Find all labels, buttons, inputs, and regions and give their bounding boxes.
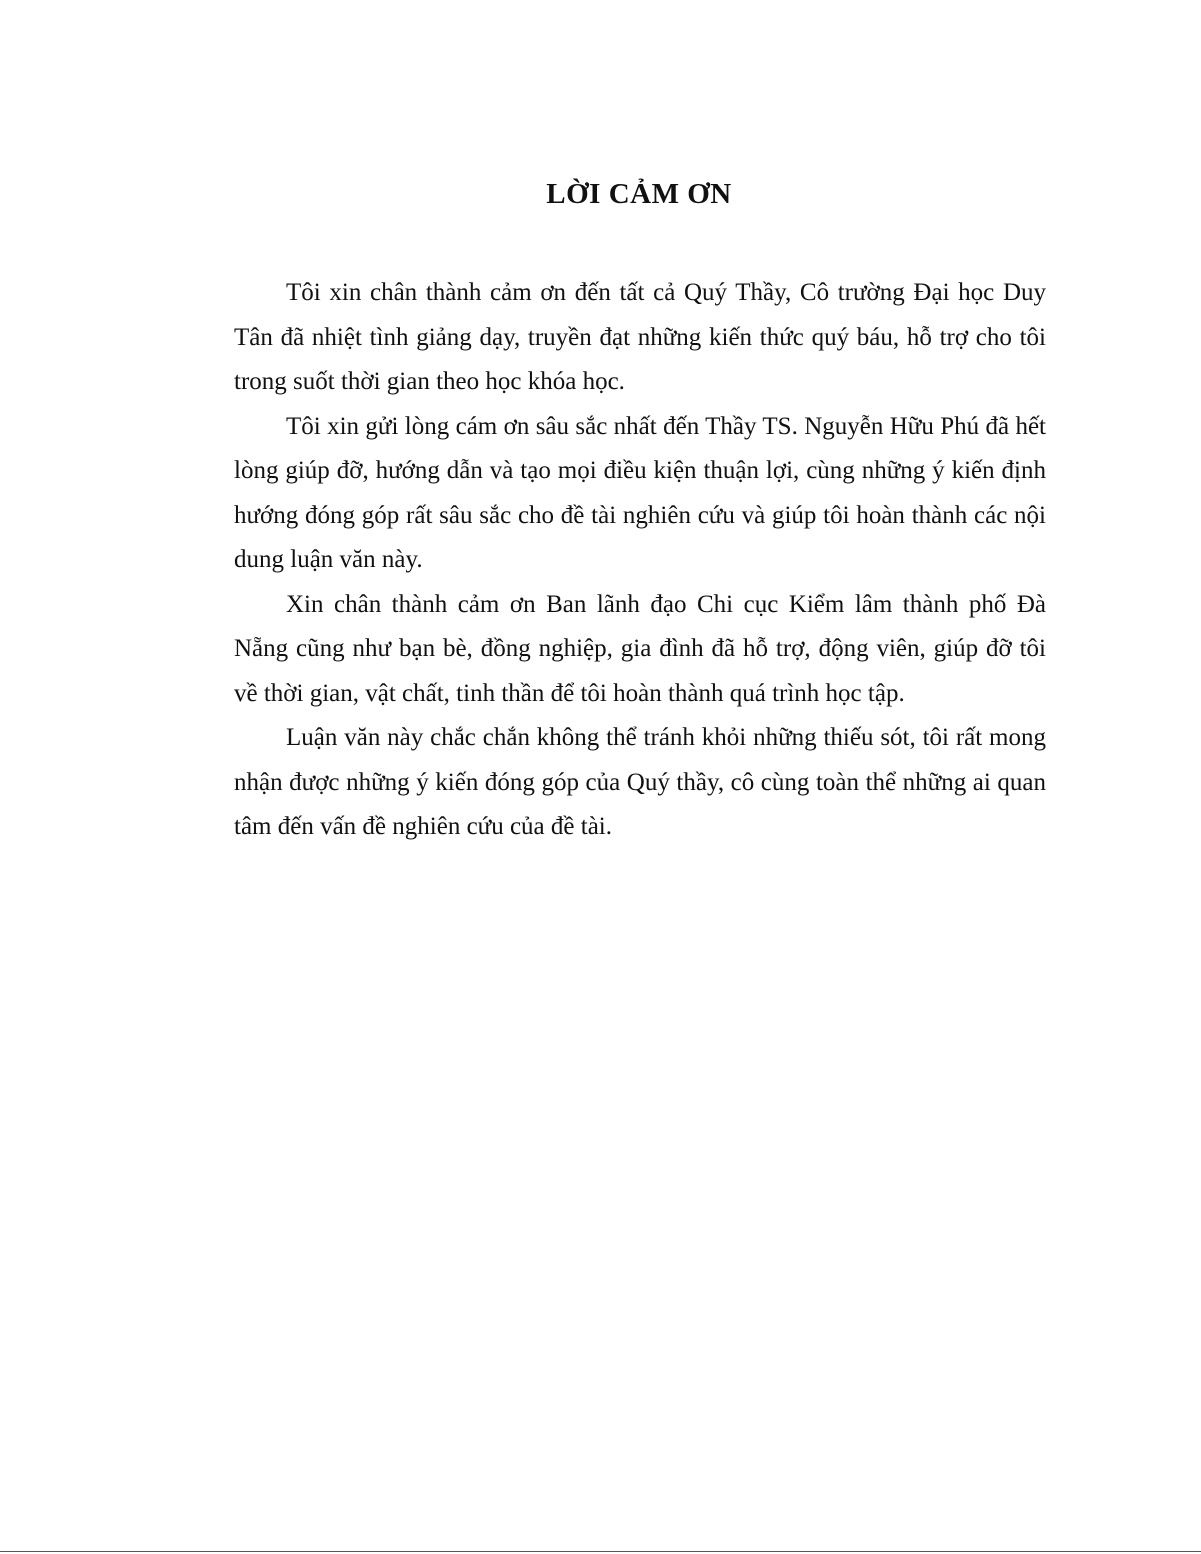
paragraph-4: Luận văn này chắc chắn không thể tránh khỏi những thiếu sót, tôi rất mong nhận được những ý kiến đóng góp của Quý thầy, cô cùng toàn thể những ai quan tâm đến vấn đề nghiên cứu của đề tài. xyxy=(234,724,1046,840)
paragraph-1: Tôi xin chân thành cảm ơn đến tất cả Quý Thầy, Cô trường Đại học Duy Tân đã nhiệt tình giảng dạy, truyền đạt những kiến thức quý báu, hỗ trợ cho tôi trong suốt thời gian theo học khóa học. xyxy=(234,279,1046,395)
page-bottom-border xyxy=(0,1551,1201,1552)
paragraph-3: Xin chân thành cảm ơn Ban lãnh đạo Chi cục Kiểm lâm thành phố Đà Nẵng cũng như bạn bè, đồng nghiệp, gia đình đã hỗ trợ, động viên, giúp đỡ tôi về thời gian, vật chất, tinh thần để tôi hoàn thành quá trình học tập. xyxy=(234,590,1046,707)
paragraph-2: Tôi xin gửi lòng cám ơn sâu sắc nhất đến Thầy TS. Nguyễn Hữu Phú đã hết lòng giúp đỡ, hướng dẫn và tạo mọi điều kiện thuận lợi, cùng những ý kiến định hướng đóng góp rất sâu sắc cho đề tài nghiên cứu và giúp tôi hoàn thành các nội dung luận văn này. xyxy=(234,412,1046,573)
page-title: LỜI CẢM ƠN xyxy=(546,178,732,210)
acknowledgement-body xyxy=(234,271,1046,850)
